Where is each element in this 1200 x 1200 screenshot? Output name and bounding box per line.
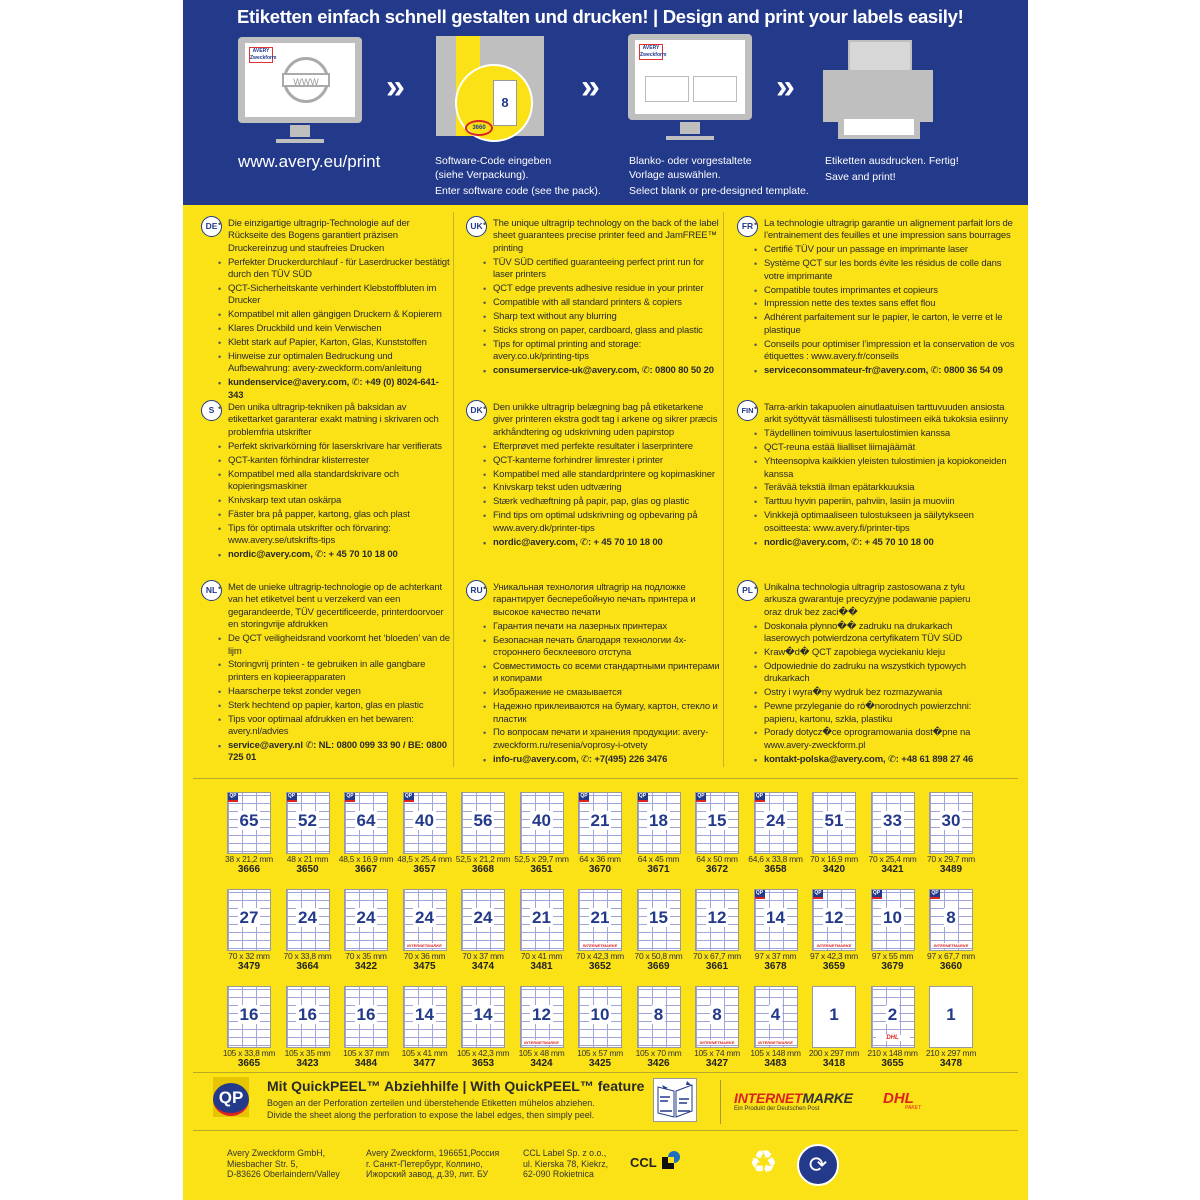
label-product-3479: [225, 887, 273, 971]
label-product-code: 3657: [413, 864, 436, 875]
globe-icon: WWW: [283, 57, 329, 103]
label-dimensions: 210 x 148 mm: [867, 1048, 918, 1058]
label-product-3418: [810, 984, 858, 1068]
label-product-3679: [869, 887, 917, 971]
label-product-3666: [225, 790, 273, 874]
label-product-code: 3664: [296, 961, 319, 972]
quickpeel-mini-icon: QP: [287, 793, 297, 802]
quickpeel-mini-icon: QP: [872, 890, 882, 899]
label-product-3651: [514, 790, 569, 875]
avery-logo-icon: AVERY Zweckform: [640, 45, 667, 58]
quickpeel-description: Bogen an der Perforation zerteilen und überstehende Etiketten mühelos abziehen. Divide the sheet along the perforation to expose the label edges, then simply peel.: [267, 1098, 595, 1120]
language-badge: PL: [737, 580, 758, 601]
label-product-3667: [338, 790, 394, 875]
label-sheet-icon: 30: [929, 792, 973, 854]
label-sheet-icon: 64 QP: [344, 792, 388, 854]
label-product-code: 3477: [413, 1058, 436, 1069]
label-product-code: 3650: [296, 864, 319, 875]
monitor-web-icon: [238, 37, 362, 123]
label-product-code: 3479: [237, 961, 261, 972]
label-dimensions: 64 x 45 mm: [637, 854, 680, 864]
arrow-icon: »: [386, 68, 397, 106]
label-product-code: 3489: [939, 864, 963, 875]
quickpeel-badge-icon: QP: [213, 1077, 249, 1117]
label-product-3483: [752, 984, 800, 1068]
language-badge: DE: [201, 216, 222, 237]
label-product-3668: [455, 790, 511, 875]
label-sheet-icon: 24: [461, 889, 505, 951]
recycle-icon: ♻: [749, 1144, 778, 1180]
label-dimensions: 97 x 55 mm: [871, 951, 914, 961]
banner-title: Etiketten einfach schnell gestalten und drucken! | Design and print your labels easily!: [237, 6, 964, 27]
internetmarke-mini-icon: INTERNETMARKE: [816, 943, 852, 948]
label-sheet-icon: 12 INTERNETMARKE: [520, 986, 564, 1048]
label-sheet-icon: 8: [637, 986, 681, 1048]
language-badge: UK: [466, 216, 487, 237]
label-product-3671: [635, 790, 683, 874]
label-product-code: 3667: [354, 864, 378, 875]
label-sheet-icon: 40 QP: [403, 792, 447, 854]
arrow-icon: »: [581, 68, 592, 106]
label-dimensions: 52,5 x 21,2 mm: [455, 854, 511, 864]
label-product-3489: [927, 790, 975, 874]
label-product-3657: [397, 790, 452, 875]
label-product-code: 3652: [588, 961, 612, 972]
label-sheet-icon: 65 QP: [227, 792, 271, 854]
label-dimensions: 70 x 25,4 mm: [868, 854, 917, 864]
dhl-mini-icon: DHL: [876, 1035, 910, 1041]
ccl-mark-icon: [662, 1151, 680, 1169]
label-sheet-icon: 16: [227, 986, 271, 1048]
label-dimensions: 105 x 148 mm: [750, 1048, 801, 1058]
quickpeel-mini-icon: QP: [404, 793, 414, 802]
label-sheet-icon: 52 QP: [286, 792, 330, 854]
quickpeel-title: Mit QuickPEEL™ Abziehhilfe | With QuickPEEL™ feature: [267, 1078, 645, 1094]
label-product-3421: [869, 790, 917, 874]
design-print-banner: [183, 0, 1028, 205]
label-dimensions: 97 x 67,7 mm: [927, 951, 975, 961]
label-product-code: 3660: [939, 961, 963, 972]
label-dimensions: 105 x 41 mm: [401, 1048, 448, 1058]
label-sheet-icon: 40: [520, 792, 564, 854]
label-product-3423: [284, 984, 332, 1068]
label-product-code: 3424: [530, 1058, 553, 1069]
label-product-code: 3678: [764, 961, 787, 972]
label-product-3426: [635, 984, 683, 1068]
label-product-code: 3679: [881, 961, 904, 972]
green-dot-icon: ⟳: [797, 1144, 839, 1186]
label-dimensions: 48,5 x 16,9 mm: [338, 854, 394, 864]
label-sheet-icon: 21 QP: [578, 792, 622, 854]
label-sheet-icon: 21 INTERNETMARKE: [578, 889, 622, 951]
label-product-code: 3483: [764, 1058, 787, 1069]
quickpeel-mini-icon: QP: [696, 793, 706, 802]
label-dimensions: 70 x 50,8 mm: [634, 951, 683, 961]
quickpeel-mini-icon: QP: [755, 793, 765, 802]
address-ru: Avery Zweckform, 196651,Россия г. Санкт-Петербург, Колпино, Ижорский завод, д.39, лит. БУ: [366, 1148, 500, 1179]
label-sheet-icon: 14: [403, 986, 447, 1048]
label-dimensions: 70 x 35 mm: [345, 951, 387, 961]
label-sheet-icon: 24 INTERNETMARKE: [403, 889, 447, 951]
label-dimensions: 200 x 297 mm: [808, 1048, 860, 1058]
language-badge: FR: [737, 216, 758, 237]
label-sheet-icon: 21: [520, 889, 564, 951]
label-sheet-icon: 15 QP: [695, 792, 739, 854]
label-product-3478: [927, 984, 975, 1068]
label-product-code: 3669: [647, 961, 670, 972]
label-product-code: 3672: [705, 864, 729, 875]
divider: [193, 1072, 1018, 1073]
label-product-3678: [752, 887, 800, 971]
label-product-3422: [342, 887, 390, 971]
label-dimensions: 64 x 50 mm: [696, 854, 738, 864]
label-dimensions: 70 x 41 mm: [520, 951, 563, 961]
label-product-code: 3668: [471, 864, 495, 875]
label-product-3481: [518, 887, 566, 971]
label-product-code: 3475: [413, 961, 436, 972]
label-product-3669: [635, 887, 683, 971]
label-product-code: 3658: [764, 864, 787, 875]
label-product-code: 3481: [530, 961, 553, 972]
label-dimensions: 52,5 x 29,7 mm: [514, 854, 569, 864]
label-sheet-icon: 27: [227, 889, 271, 951]
label-dimensions: 105 x 33,8 mm: [222, 1048, 276, 1058]
quickpeel-mini-icon: QP: [345, 793, 355, 802]
label-product-code: 3661: [705, 961, 729, 972]
label-product-3424: [518, 984, 566, 1068]
label-sheet-icon: 10: [578, 986, 622, 1048]
label-product-code: 3425: [588, 1058, 612, 1069]
internetmarke-mini-icon: INTERNETMARKE: [758, 1040, 793, 1045]
label-sheet-icon: 33: [871, 792, 915, 854]
label-dimensions: 64 x 36 mm: [579, 854, 621, 864]
label-sheet-icon: 2 DHL: [871, 986, 915, 1048]
label-dimensions: 105 x 42,3 mm: [456, 1048, 510, 1058]
label-sheet-icon: 12: [695, 889, 739, 951]
label-dimensions: 105 x 35 mm: [284, 1048, 331, 1058]
label-dimensions: 97 x 37 mm: [754, 951, 797, 961]
internetmarke-mini-icon: INTERNETMARKE: [582, 943, 618, 948]
label-product-code: 3670: [588, 864, 612, 875]
monitor-template-icon: [628, 34, 752, 120]
label-sheet-icon: 16: [344, 986, 388, 1048]
quickpeel-mini-icon: QP: [638, 793, 648, 802]
divider: [193, 1130, 1018, 1131]
label-sheet-icon: 15: [637, 889, 681, 951]
label-product-3484: [342, 984, 390, 1068]
label-dimensions: 105 x 48 mm: [518, 1048, 565, 1058]
label-dimensions: 70 x 33,8 mm: [283, 951, 332, 961]
internetmarke-mini-icon: INTERNETMARKE: [407, 943, 442, 948]
language-badge: DK: [466, 400, 487, 421]
peel-instruction-icon: [653, 1078, 697, 1122]
label-product-code: 3655: [881, 1058, 904, 1069]
quickpeel-mini-icon: QP: [930, 890, 940, 899]
label-product-3653: [456, 984, 510, 1069]
label-product-3425: [576, 984, 624, 1068]
address-de: Avery Zweckform GmbH, Miesbacher Str. 5, D-83626 Oberlaindern/Valley: [227, 1148, 340, 1179]
label-product-3655: [869, 984, 917, 1068]
quickpeel-mini-icon: QP: [579, 793, 589, 802]
label-dimensions: 70 x 37 mm: [462, 951, 504, 961]
label-sheet-icon: 16: [286, 986, 330, 1048]
label-product-3660: [927, 887, 975, 971]
internetmarke-logo: INTERNETMARKE: [734, 1090, 853, 1106]
label-dimensions: 70 x 16,9 mm: [810, 854, 858, 864]
label-product-code: 3423: [296, 1058, 319, 1069]
label-dimensions: 38 x 21,2 mm: [225, 854, 273, 864]
label-product-3650: [284, 790, 332, 874]
label-sheet-icon: 14 QP: [754, 889, 798, 951]
divider: [193, 778, 1018, 779]
label-sheet-icon: 51: [812, 792, 856, 854]
internetmarke-mini-icon: INTERNETMARKE: [524, 1040, 559, 1045]
label-product-code: 3426: [647, 1058, 670, 1069]
label-dimensions: 70 x 32 mm: [228, 951, 270, 961]
print-url-link[interactable]: www.avery.eu/print: [238, 152, 381, 171]
label-product-code: 3478: [939, 1058, 963, 1069]
label-dimensions: 105 x 74 mm: [694, 1048, 740, 1058]
label-product-3665: [222, 984, 276, 1069]
label-pack-back: Etiketten einfach schnell gestalten und drucken! | Design and print your labels easily! AVERY Zweckform WWW www.avery.eu/print » 8 3660 Software-Code eingeben (siehe Verpackung). Enter software code (see the pack). » AVERY Zweckform Blanko- oder vorgestaltete Vorlage auswählen. Select blank or pre-designed template. » Etiketten ausdrucken. Fertig! Save and print! DE • Die einzigartige ultragrip-Technologie auf der Rückseite des Bogens garantiert präzisen Druckereinzug und staufreies Drucken • Perfekter Druckerdurchlauf - für Laserdrucker bestätigt durch den TÜV SÜD • QCT-Sicherheitskante verhindert Klebstoffbluten im Drucker • Kompatibel mit allen gängigen Druckern & Kopierern • Klares Druckbild und kein Verwischen • Klebt stark auf Papier, Karton, Glas, Kunststoffen • Hinweise zur optimalen Bedruckung und Aufbewahrung: avery-zweckform.com/anleitung • kundenservice@avery.com, ✆: +49 (0) 8024-641-343 UK • The unique ultragrip technology on the back of the label sheet guarantees precise printer feed and JamFREE™ printing • TÜV SÜD certified guaranteeing perfect print run for laser printers • QCT edge prevents adhesive residue in your printer • Compatible with all standard printers & copiers • Sharp text without any blurring • Sticks strong on paper, cardboard, glass and plastic • Tips for optimal printing and storage: avery.co.uk/printing-tips • consumerservice-uk@avery.com, ✆: 0800 80 50 20 FR • La technologie ultragrip garantie un alignement parfait lors de l’entrainement des feuilles et une impression sans bourrages • Certifié TÜV pour un passage en imprimante laser • Système QCT sur les bords évite les résidus de colle dans votre imprimante • Compatible toutes imprimantes et copieurs • Impression nette des textes sans effet flou • Adhérent parfaitement sur le papier, le carton, le verre et le plastique • Conseils pour optimiser l’impression et la conservation de vos étiquettes : www.avery.fr/conseils • serviceconsommateur-fr@avery.com, ✆: 0800 36 54 09 S • Den unika ultragrip-tekniken på baksidan av etikettarket garanterar exakt matning i skrivaren och problemfria utskrifter • Perfekt skrivarkörning för laserskrivare har verifierats • QCT-kanten förhindrar klisterrester • Kompatibel med alla standardskrivare och kopieringsmaskiner • Knivskarp text utan oskärpa • Fäster bra på papper, kartong, glas och plast • Tips för optimala utskrifter och förvaring: www.avery.se/utskrifts-tips • nordic@avery.com, ✆: + 45 70 10 18 00 DK • Den unikke ultragrip belægning bag på etiketarkene giver printeren ekstra godt tag i arkene og sikrer præcis arkhåndtering og udskrivning uden papirstop • Efterprøvet med perfekte resultater i laserprintere • QCT-kanterne forhindrer limrester i printer • Kompatibel med alle standardprintere og kopimaskiner • Knivskarp tekst uden udtværing • Stærk vedhæftning på papir, pap, glas og plastic • Find tips om optimal udskrivning og opbevaring på www.avery.dk/printer-tips • nordic@avery.com, ✆: + 45 70 10 18 00 FIN • Tarra-arkin takapuolen ainutlaatuisen tarttuvuuden ansiosta arkit syöttyvät täsmällisesti tulostimeen eikä tukoksia esiinny • Täydellinen toimivuus lasertulostimien kanssa • QCT-reuna estää liialliset liimajäämät • Yhteensopiva kaikkien yleisten tulostimien ja kopiokoneiden kanssa • Terävää tekstiä ilman epätarkkuuksia • Tarttuu hyvin paperiin, pahviin, lasiin ja muoviin • Vinkkejä optimaaliseen tulostukseen ja säilytykseen osoitteesta: www.avery.fi/printer-tips • nordic@avery.com, ✆: + 45 70 10 18 00 NL • Met de unieke ultragrip-technologie op de achterkant van het etiketvel bent u verzekerd van een gegarandeerde, TÜV gecertificeerde, printerdoorvoer en storingvrije afdrukken • De QCT veiligheidsrand voorkomt het ‘bloeden’ van de lijm • Storingvrij printen - te gebruiken in alle gangbare printers en kopieerapparaten • Haarscherpe tekst zonder vegen • Sterk hechtend op papier, karton, glas en plastic • Tips voor optimaal afdrukken en het bewaren: avery.nl/advies • service@avery.nl ✆: NL: 0800 099 33 90 / BE: 0800 725 01 RU • Уникальная технология ultragrip на подложке гарантирует бесперебойную печать принтера и высокое качество печати • Гарантия печати на лазерных принтерах • Безопасная печать благодаря технологии 4х-стороннего бесклеевого отступа • Совместимость со всеми стандартными принтерами и копирами • Изображение не смазывается • Надежно приклеиваются на бумагу, картон, стекло и пластик • По вопросам печати и хранения продукции: avery-zweckform.ru/resenia/voprosy-i-otvety • info-ru@avery.com, ✆: +7(495) 226 3476 PL • Unikalna technologia ultragrip zastosowana z tyłu arkusza gwarantuje precyzyjne podawanie papieru oraz druk bez zaci�� • Doskonała płynno�� zadruku na drukarkach laserowych potwierdzona certyfikatem TÜV SÜD • Kraw�d� QCT zapobiega wyciekaniu kleju • Odpowiednie do zadruku na wszystkich typowych drukarkach • Ostry i wyra�ny wydruk bez rozmazywania • Pewne przyleganie do ró�norodnych powierzchni: papieru, kartonu, szkła, plastiku • Porady dotycz�ce oprogramowania dost�pne na www.avery-zweckform.pl • kontakt-polska@avery.com, ✆: +48 61 898 27 46 65 QP 38 x 21,2 mm 3666 52 QP 48 x 21 mm 3650 64 QP 48,5 x 16,9 mm 3667 40 QP 48,5 x 25,4 mm 3657 56 52,5 x 21,2 mm 3668 40 52,5 x 29,7 mm 3651 21 QP 64 x 36 mm 3670 18 QP 64 x 45 mm 3671 15 QP 64 x 50 mm 3672 24 QP 64,6 x 33,8 mm 3658 51 70 x 16,9 mm 3420 33 70 x 25,4 mm 3421 30 70 x 29,7 mm 3489 27 70 x 32 mm 3479 24 70 x 33,8 mm 3664 24 70 x 35 mm 3422 24 INTERNETMARKE 70 x 36 mm 3475 24 70 x 37 mm 3474 21 70 x 41 mm 3481 21 INTERNETMARKE 70 x 42,3 mm 3652 15 70 x 50,8 mm 3669 12 70 x 67,7 mm 3661 14 QP 97 x 37 mm 3678 12 QP INTERNETMARKE 97 x 42,3 mm 3659 10 QP 97 x 55 mm 3679 8 QP INTERNETMARKE 97 x 67,7 mm 3660 16 105 x 33,8 mm 3665 16 105 x 35 mm 3423 16 105 x 37 mm 3484 14 105 x 41 mm 3477 14 105 x 42,3 mm 3653 12 INTERNETMARKE 105 x 48 mm 3424 10 105 x 57 mm 3425 8 105 x 70 mm 3426 8 INTERNETMARKE 105 x 74 mm 3427 4 INTERNETMARKE 105 x 148 mm 3483 1 200 x 297 mm 3418 2 DHL 210 x 148 mm 3655 1 210 x 297 mm 3478 QP Mit QuickPEEL™ Abziehhilfe | With QuickPEEL™ feature Bogen an der Perforation zerteilen und überstehende Etiketten mühelos abziehen. Divide the sheet along the perforation to expose the label edges, then simply peel. INTERNETMARKE Ein Produkt der Deutschen Post DHL PAKET Avery Zweckform GmbH, Miesbacher Str. 5, D-83626 Oberlaindern/Valley Avery Zweckform, 196651,Россия г. Санкт-Петербург, Колпино, Ижорский завод, д.39, лит. БУ CCL Label Sp. z o.o., ul. Kierska 78, Kiekrz, 62-090 Rokietnica CCL ♻ ⟳: [183, 0, 1028, 1200]
language-badge: S: [201, 400, 222, 421]
label-product-code: 3421: [881, 864, 904, 875]
label-sheet-icon: 10 QP: [871, 889, 915, 951]
label-sheet-icon: 24: [344, 889, 388, 951]
label-product-3652: [576, 887, 624, 971]
step-enter-code: Software-Code eingeben (siehe Verpackung). Enter software code (see the pack).: [435, 155, 601, 197]
label-sheet-icon: 24 QP: [754, 792, 798, 854]
quickpeel-mini-icon: QP: [228, 793, 238, 802]
label-sheet-icon: 8 QP INTERNETMARKE: [929, 889, 973, 951]
label-dimensions: 210 x 297 mm: [925, 1048, 977, 1058]
label-dimensions: 48 x 21 mm: [286, 854, 329, 864]
step-print: Etiketten ausdrucken. Fertig! Save and print!: [825, 155, 959, 183]
label-dimensions: 97 x 42,3 mm: [810, 951, 858, 961]
label-product-code: 3474: [471, 961, 495, 972]
label-dimensions: 64,6 x 33,8 mm: [748, 854, 803, 864]
quickpeel-mini-icon: QP: [755, 890, 765, 899]
label-product-code: 3665: [237, 1058, 261, 1069]
label-product-3475: [401, 887, 449, 971]
label-product-code: 3653: [471, 1058, 495, 1069]
step-select-template: Blanko- oder vorgestaltete Vorlage auswählen. Select blank or pre-designed template.: [629, 155, 809, 197]
label-product-code: 3418: [822, 1058, 846, 1069]
label-product-3672: [693, 790, 741, 874]
label-sheet-icon: 14: [461, 986, 505, 1048]
label-sheet-icon: 1: [812, 986, 856, 1048]
dhl-logo: DHL: [883, 1090, 914, 1107]
quickpeel-mini-icon: QP: [813, 890, 823, 899]
label-product-3661: [693, 887, 741, 971]
internetmarke-tagline: Ein Produkt der Deutschen Post: [734, 1106, 820, 1112]
label-product-3427: [693, 984, 741, 1068]
label-product-3474: [459, 887, 507, 971]
label-sheet-icon: 24: [286, 889, 330, 951]
internetmarke-mini-icon: INTERNETMARKE: [699, 1040, 735, 1045]
language-badge: RU: [466, 580, 487, 601]
label-product-3477: [401, 984, 449, 1068]
label-product-3659: [810, 887, 858, 971]
label-sheet-icon: 4 INTERNETMARKE: [754, 986, 798, 1048]
pack-magnifier-icon: 8 3660: [455, 64, 533, 142]
language-badge: FIN: [737, 400, 758, 421]
label-product-3664: [284, 887, 332, 971]
label-product-code: 3427: [705, 1058, 729, 1069]
ccl-logo: CCL: [630, 1155, 657, 1170]
label-product-code: 3651: [530, 864, 553, 875]
label-dimensions: 105 x 37 mm: [343, 1048, 389, 1058]
address-pl: CCL Label Sp. z o.o., ul. Kierska 78, Kiekrz, 62-090 Rokietnica: [523, 1148, 609, 1179]
label-sheet-icon: 8 INTERNETMARKE: [695, 986, 739, 1048]
label-product-code: 3666: [237, 864, 261, 875]
avery-logo-icon: AVERY Zweckform: [250, 48, 277, 61]
label-sheet-icon: 56: [461, 792, 505, 854]
label-dimensions: 70 x 29,7 mm: [927, 854, 975, 864]
label-product-code: 3484: [354, 1058, 378, 1069]
arrow-icon: »: [776, 68, 787, 106]
label-product-3420: [810, 790, 858, 874]
label-product-code: 3671: [647, 864, 670, 875]
label-sheet-icon: 1: [929, 986, 973, 1048]
label-product-3658: [748, 790, 803, 875]
label-dimensions: 48,5 x 25,4 mm: [397, 854, 452, 864]
label-product-3670: [576, 790, 624, 874]
dhl-paket-label: PAKET: [905, 1105, 922, 1111]
language-badge: NL: [201, 580, 222, 601]
label-dimensions: 70 x 42,3 mm: [576, 951, 624, 961]
label-dimensions: 70 x 67,7 mm: [693, 951, 741, 961]
label-sheet-icon: 18 QP: [637, 792, 681, 854]
internetmarke-mini-icon: INTERNETMARKE: [933, 943, 969, 948]
label-product-code: 3420: [822, 864, 846, 875]
label-dimensions: 70 x 36 mm: [403, 951, 446, 961]
label-product-code: 3659: [822, 961, 846, 972]
label-sheet-icon: 12 QP INTERNETMARKE: [812, 889, 856, 951]
label-dimensions: 105 x 57 mm: [577, 1048, 623, 1058]
label-product-code: 3422: [354, 961, 378, 972]
label-dimensions: 105 x 70 mm: [635, 1048, 682, 1058]
